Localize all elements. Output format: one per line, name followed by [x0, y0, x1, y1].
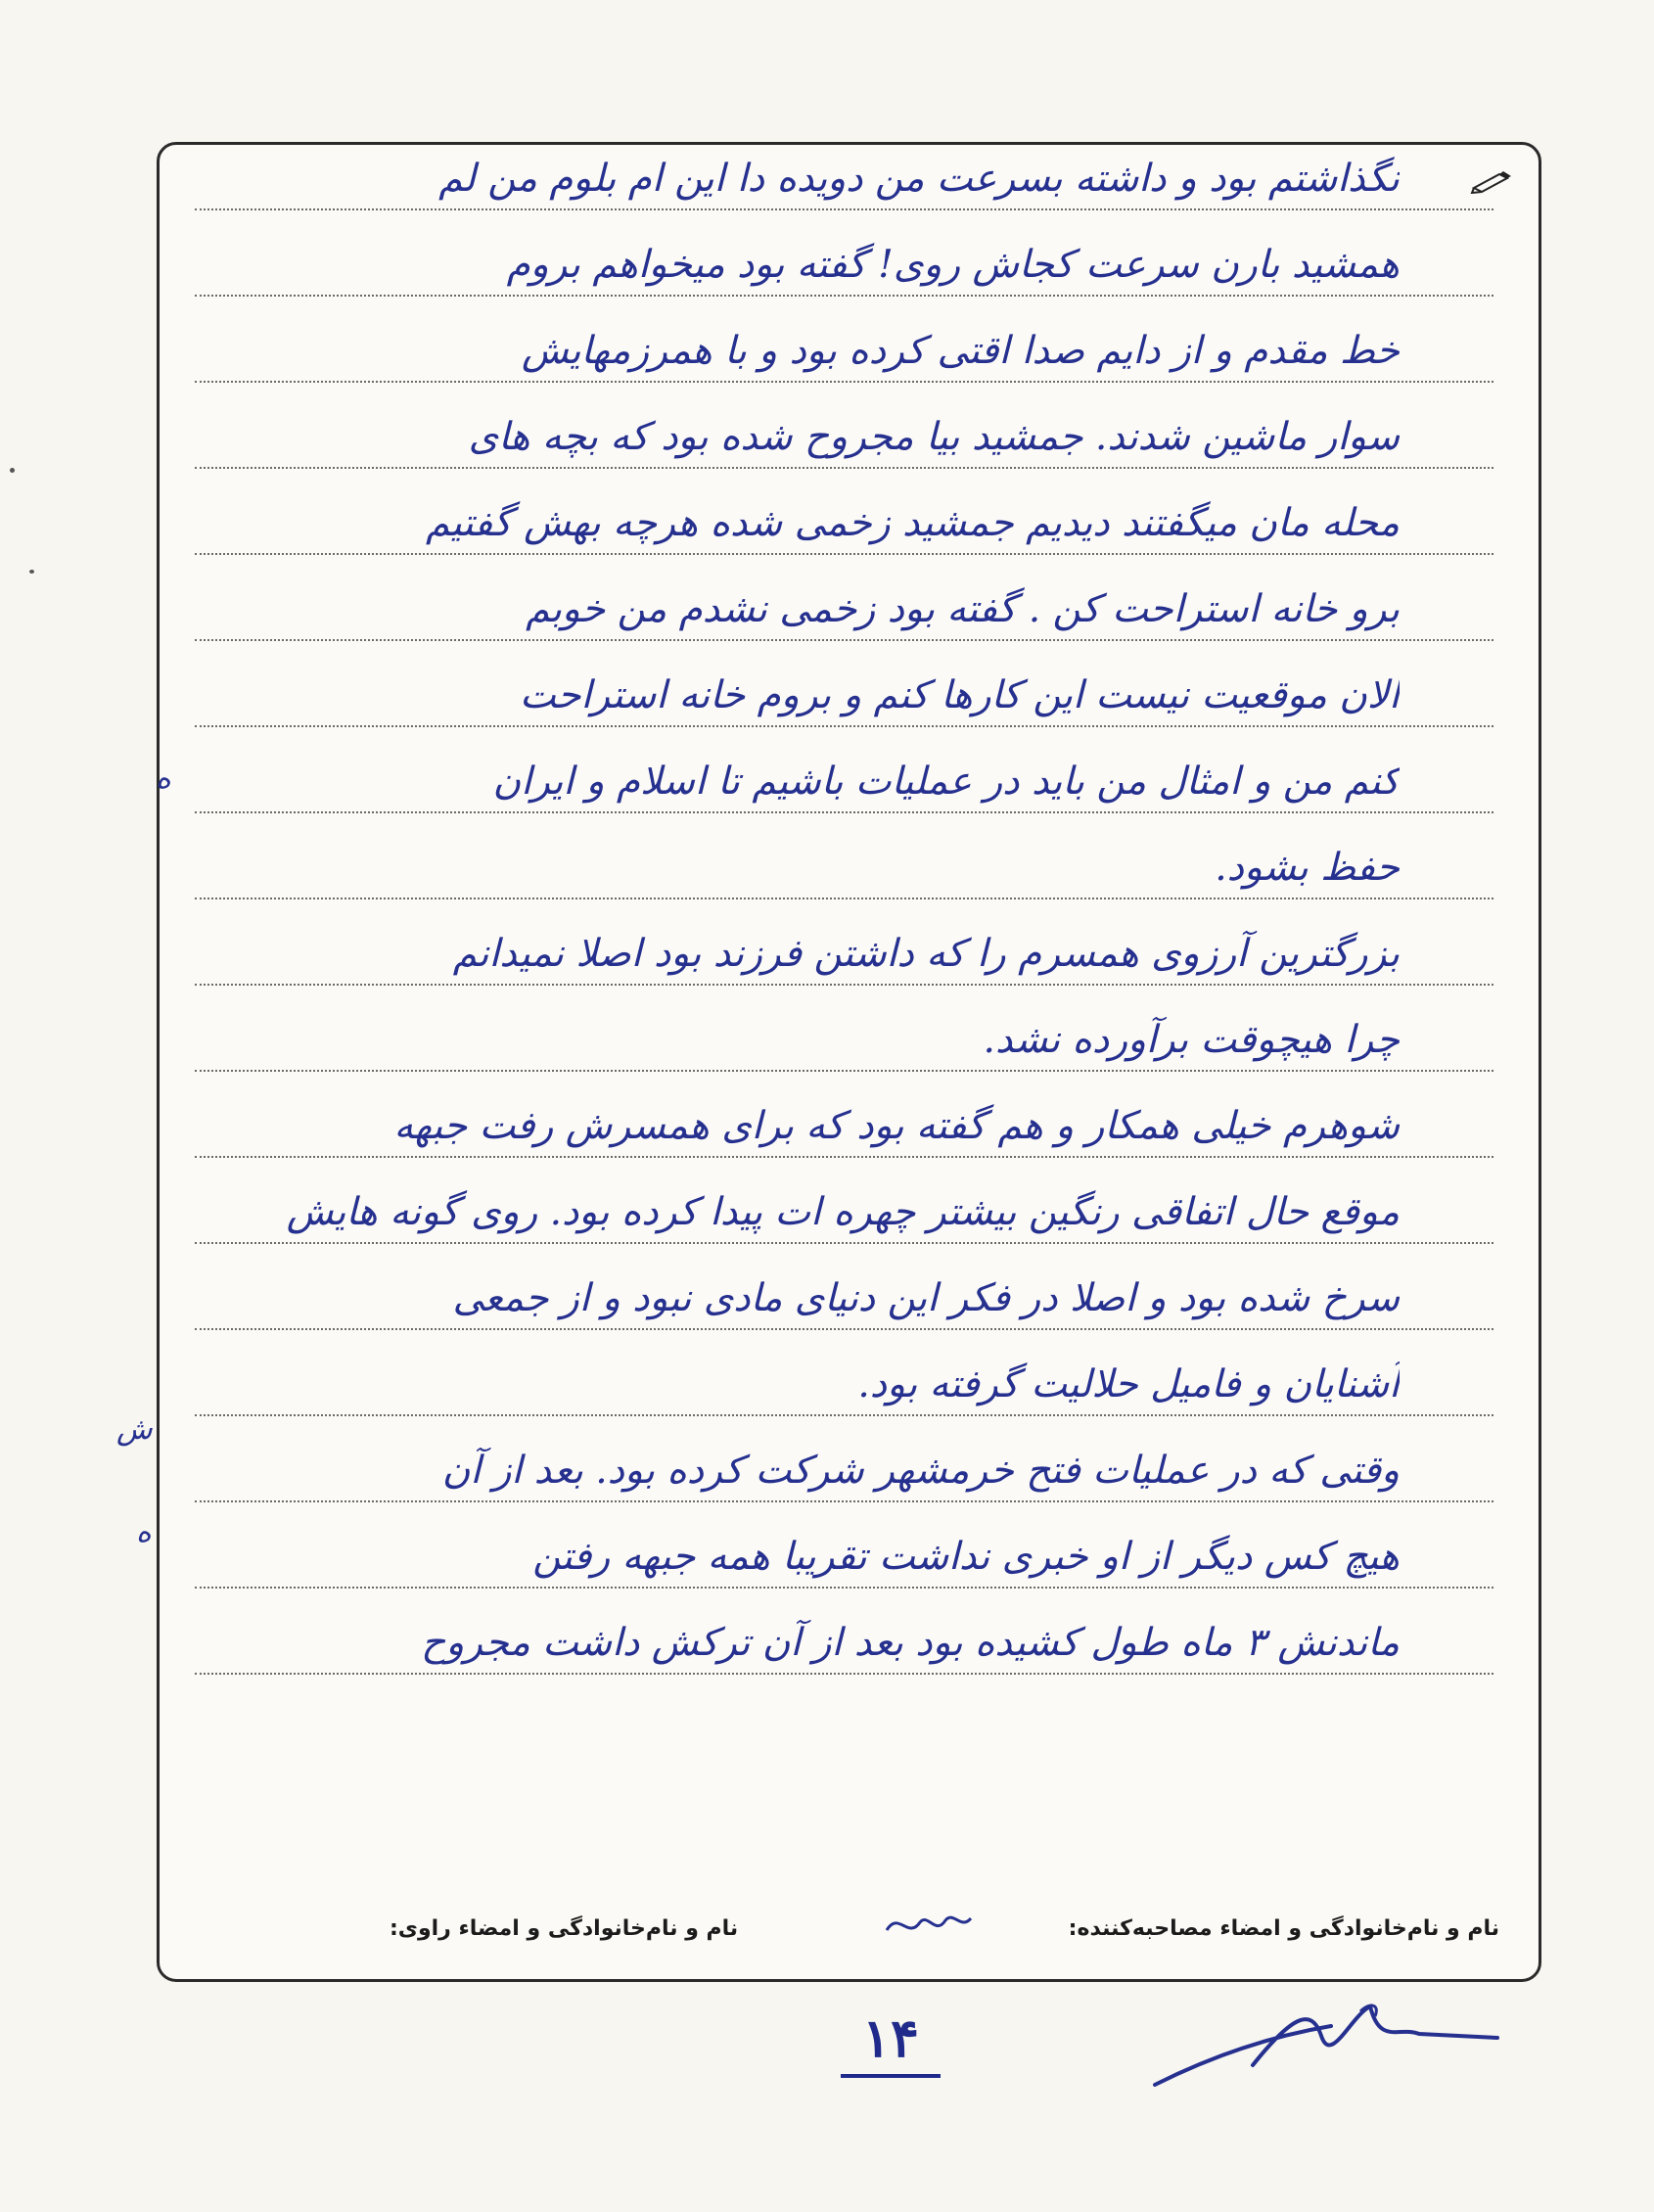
handwritten-line: آشنایان و فامیل حلالیت گرفته بود. [857, 1362, 1400, 1406]
page-number-underline [837, 2073, 944, 2079]
handwritten-line: چرا هیچوقت برآورده نشد. [983, 1018, 1400, 1062]
ruled-lines [116, 145, 1493, 1867]
handwritten-line: برو خانه استراحت کن . گفته بود زخمی نشدم من خوبم [526, 587, 1400, 631]
dotted-rule [195, 639, 1493, 641]
page-number: ۱۴ [861, 2006, 919, 2069]
dotted-rule [195, 1156, 1493, 1158]
narrator-label: نام و نام‌خانوادگی و امضاء راوی: [390, 1916, 739, 1941]
dotted-rule [195, 1587, 1493, 1589]
dotted-rule [195, 295, 1493, 297]
handwritten-line: محله مان میگفتند دیدیم جمشید زخمی شده هرچه بهش گفتیم [425, 501, 1400, 545]
dotted-rule [195, 381, 1493, 383]
handwritten-line: حفظ بشود. [1215, 846, 1400, 890]
dotted-rule [195, 208, 1493, 210]
handwritten-line: وقتی که در عملیات فتح خرمشهر شرکت کرده بود. بعد از آن [441, 1449, 1400, 1493]
interview-frame [116, 142, 1541, 1982]
handwritten-line: کنم من و امثال من باید در عملیات باشیم تا اسلام و ایران [492, 760, 1400, 804]
handwritten-line: ماندنش ۳ ماه طول کشیده بود بعد از آن ترکش داشت مجروح [421, 1621, 1400, 1665]
handwritten-line: خط مقدم و از دایم صدا اقتی کرده بود و با همرزمهایش [521, 329, 1400, 373]
handwritten-line: موقع حال اتفاقی رنگین بیشتر چهره ات پیدا کرده بود. روی گونه هایش [286, 1190, 1400, 1234]
dotted-rule [195, 898, 1493, 899]
dotted-rule [195, 1414, 1493, 1416]
margin-note: ه [136, 1515, 152, 1549]
handwritten-line: شوهرم خیلی همکار و هم گفته بود که برای همسرش رفت جبهه [393, 1104, 1400, 1148]
handwritten-line: همشید بارن سرعت کجاش روی! گفته بود میخواهم بروم [506, 243, 1400, 287]
handwritten-line: هیچ کس دیگر از او خبری نداشت تقریبا همه جبهه رفتن [532, 1535, 1400, 1579]
interviewer-label: نام و نام‌خانوادگی و امضاء مصاحبه‌کننده: [1068, 1916, 1499, 1941]
punch-mark [10, 468, 15, 473]
dotted-rule [195, 1242, 1493, 1244]
dotted-rule [195, 1070, 1493, 1072]
signature-footer [160, 1909, 1539, 1958]
dotted-rule [195, 1673, 1493, 1675]
margin-note: ه [156, 761, 171, 796]
punch-mark [29, 570, 34, 574]
dotted-rule [195, 553, 1493, 555]
dotted-rule [195, 1328, 1493, 1330]
handwritten-line: سوار ماشین شدند. جمشید بیا مجروح شده بود که بچه های [468, 415, 1400, 459]
handwritten-line: بزرگترین آرزوی همسرم را که داشتن فرزند بود اصلا نمیدانم [452, 932, 1400, 976]
handwritten-line: نگذاشتم بود و داشته بسرعت من دویده دا این ام بلوم من لم [438, 157, 1400, 201]
handwritten-line: الان موقعیت نیست این کارها کنم و بروم خانه استراحت [520, 673, 1400, 717]
interviewer-signature-icon [879, 1901, 977, 1950]
dotted-rule [195, 725, 1493, 727]
handwritten-line: سرخ شده بود و اصلا در فکر این دنیای مادی نبود و از جمعی [452, 1276, 1400, 1320]
margin-note: ش [116, 1412, 153, 1447]
dotted-rule [195, 1500, 1493, 1502]
dotted-rule [195, 811, 1493, 813]
signature-icon [1135, 1997, 1507, 2095]
dotted-rule [195, 467, 1493, 469]
dotted-rule [195, 984, 1493, 986]
